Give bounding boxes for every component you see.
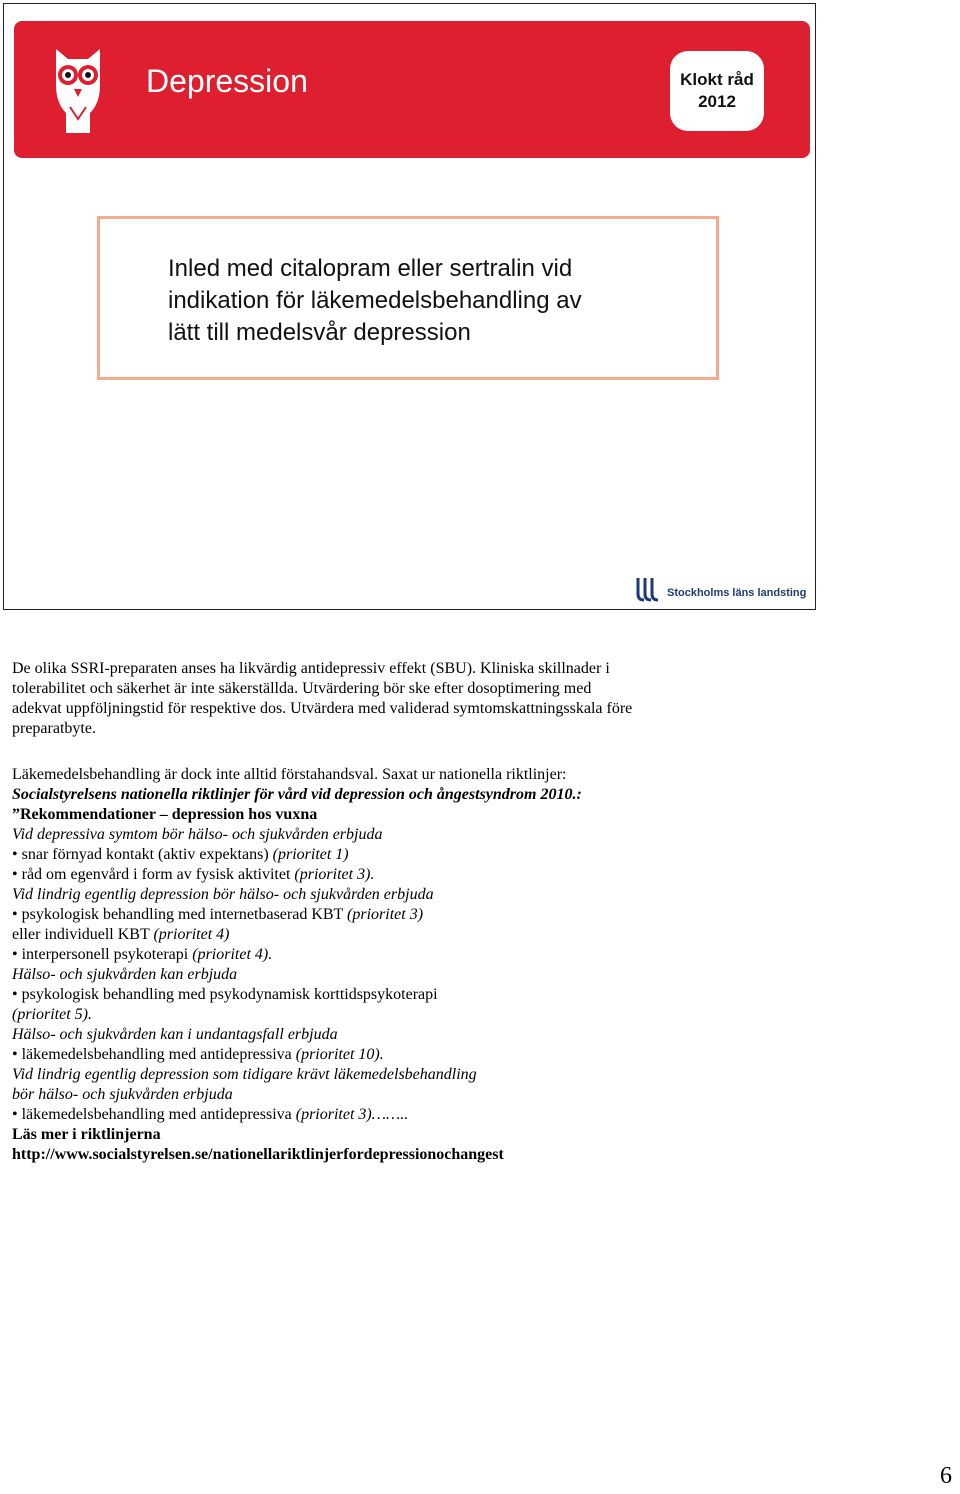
notes-line: Vid lindrig egentlig depression som tidigare krävt läkemedelsbehandling: [12, 1066, 477, 1083]
notes-line: Hälso- och sjukvården kan i undantagsfall erbjuda: [12, 1026, 338, 1043]
slide-thumbnail: [3, 3, 816, 610]
bullet-item: [12, 945, 912, 965]
klokt-rad-badge: [670, 51, 764, 131]
notes-line: bör hälso- och sjukvården erbjuda: [12, 1086, 233, 1103]
priority-label: (prioritet 3).: [294, 866, 375, 883]
badge-year: 2012: [698, 92, 736, 111]
bullet-text: råd om egenvård i form av fysisk aktivitet: [21, 866, 295, 883]
notes-intro: De olika SSRI-preparaten anses ha likvärdig antidepressiv effekt (SBU). Kliniska skillnader i tolerabilitet och säkerhet är inte säkerställda. Utvärdering bör ske efter dosoptimering med adekvat uppföljningstid för respektive dos. Utvärdera med validerad symtomskattningsskala före preparatbyte.: [12, 660, 633, 737]
bullet-item: [12, 905, 912, 925]
priority-label: (prioritet 1): [272, 846, 349, 863]
bullet-text: läkemedelsbehandling med antidepressiva: [21, 1046, 296, 1063]
guidelines-link[interactable]: http://www.socialstyrelsen.se/nationellariktlinjerfordepressionochangest: [12, 1146, 504, 1163]
bullet-item: [12, 865, 912, 885]
notes-text: eller individuell KBT: [12, 926, 154, 943]
sll-logo-icon: [634, 576, 662, 602]
priority-label: (prioritet 4): [153, 926, 230, 943]
priority-label: (prioritet 10).: [295, 1046, 384, 1063]
bullet-text: läkemedelsbehandling med antidepressiva: [21, 1106, 296, 1123]
priority-label: (prioritet 3): [347, 906, 424, 923]
guideline-title: Socialstyrelsens nationella riktlinjer för vård vid depression och ångestsyndrom 2010.:: [12, 786, 582, 803]
priority-label: (prioritet 3)……..: [295, 1106, 409, 1123]
bullet-text: psykologisk behandling med internetbaserad KBT: [21, 906, 348, 923]
recommendations-heading: ”Rekommendationer – depression hos vuxna: [12, 806, 318, 823]
title-banner: [14, 21, 810, 158]
bullet-text: snar förnyad kontakt (aktiv expektans): [21, 846, 273, 863]
sll-logo-text: Stockholms läns landsting: [667, 587, 807, 599]
notes-line: [12, 925, 912, 945]
recommendation-box: [97, 216, 719, 380]
bullet-item: • psykologisk behandling med psykodynamisk korttidspsykoterapi: [12, 985, 912, 1005]
sll-logo: [634, 576, 810, 602]
priority-label: (prioritet 4).: [192, 946, 273, 963]
page-number: 6: [940, 1463, 952, 1489]
banner-title: Depression: [146, 63, 308, 99]
notes-line: Vid depressiva symtom bör hälso- och sjukvården erbjuda: [12, 826, 383, 843]
notes-line: Läkemedelsbehandling är dock inte alltid förstahandsval. Saxat ur nationella riktlinjer:: [12, 766, 567, 783]
speaker-notes: [12, 659, 912, 1165]
notes-line: Hälso- och sjukvården kan erbjuda: [12, 966, 238, 983]
owl-logo-icon: [50, 45, 106, 137]
bullet-item: [12, 1105, 912, 1125]
badge-label: Klokt råd: [680, 70, 754, 89]
notes-line: Vid lindrig egentlig depression bör hälso- och sjukvården erbjuda: [12, 886, 434, 903]
bullet-item: [12, 1045, 912, 1065]
bullet-item: [12, 845, 912, 865]
recommendation-text: Inled med citalopram eller sertralin vid indikation för läkemedelsbehandling av lätt till medelsvår depression: [168, 255, 582, 346]
bullet-text: interpersonell psykoterapi: [21, 946, 193, 963]
priority-label: (prioritet 5).: [12, 1006, 92, 1023]
read-more-label: Läs mer i riktlinjerna: [12, 1126, 161, 1143]
